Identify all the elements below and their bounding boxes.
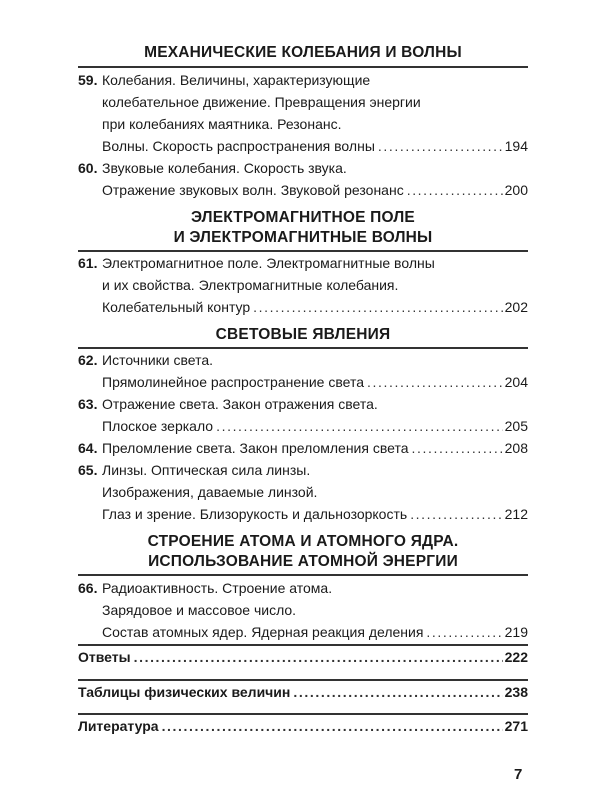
entry-page: 271 <box>504 718 528 734</box>
dot-leader <box>253 296 502 318</box>
section-rule <box>78 574 528 576</box>
entry-page: 212 <box>504 506 528 522</box>
toc-entry-59-line-3 <box>78 113 528 135</box>
entry-text: Преломление света. Закон преломления света <box>102 440 409 456</box>
toc-entry-66-line-3 <box>78 621 528 643</box>
toc-entry-59-line-2 <box>78 91 528 113</box>
dot-leader <box>426 621 502 643</box>
entry-text: Таблицы физических величин <box>78 684 291 700</box>
entry-text: Радиоактивность. Строение атома. <box>102 580 333 596</box>
entry-text: Зарядовое и массовое число. <box>102 602 297 618</box>
entry-number: 62. <box>78 352 98 368</box>
entry-number: 59. <box>78 72 98 88</box>
dot-leader <box>412 437 503 459</box>
dot-leader <box>134 646 503 668</box>
entry-page: 222 <box>504 649 528 665</box>
entry-page: 202 <box>504 299 528 315</box>
entry-text: Источники света. <box>102 352 214 368</box>
toc-entry-63-line-2 <box>78 415 528 437</box>
dot-leader <box>410 503 502 525</box>
entry-text: Изображения, даваемые линзой. <box>102 484 318 500</box>
dot-leader <box>162 715 503 737</box>
toc-entry-59-line-4 <box>78 135 528 157</box>
entry-text: Отражение света. Закон отражения света. <box>102 396 378 412</box>
dot-leader <box>293 681 502 703</box>
toc-entry-60-line-1 <box>78 157 528 179</box>
entry-text: Глаз и зрение. Близорукость и дальнозоркость <box>102 506 408 522</box>
toc-entry-answers <box>78 646 528 668</box>
entry-text: Прямолинейное распространение света <box>102 374 364 390</box>
toc-entry-62-line-1 <box>78 349 528 371</box>
entry-text: при колебаниях маятника. Резонанс. <box>102 116 342 132</box>
section-title-light: СВЕТОВЫЕ ЯВЛЕНИЯ <box>215 326 391 343</box>
toc-entry-66-line-1 <box>78 577 528 599</box>
entry-text: Ответы <box>78 649 131 665</box>
entry-text: Состав атомных ядер. Ядерная реакция деления <box>102 624 424 640</box>
entry-page: 200 <box>504 182 528 198</box>
entry-text: Колебания. Величины, характеризующие <box>102 72 371 88</box>
entry-number: 63. <box>78 396 98 412</box>
entry-text: Отражение звуковых волн. Звуковой резонанс <box>102 182 404 198</box>
toc-entry-61-line-2 <box>78 274 528 296</box>
toc-entry-tables <box>78 681 528 703</box>
section-title-em-field-line-1: ЭЛЕКТРОМАГНИТНОЕ ПОЛЕ <box>191 209 415 226</box>
toc-entry-64 <box>78 437 528 459</box>
entry-text: Литература <box>78 718 159 734</box>
toc-entry-literature <box>78 715 528 737</box>
section-title-atom-line-1: СТРОЕНИЕ АТОМА И АТОМНОГО ЯДРА. <box>147 533 459 550</box>
entry-text: Звуковые колебания. Скорость звука. <box>102 160 347 176</box>
entry-text: Волны. Скорость распространения волны <box>102 138 375 154</box>
entry-text: колебательное движение. Превращения энергии <box>102 94 421 110</box>
entry-page: 205 <box>504 418 528 434</box>
section-title-em-field-line-2: И ЭЛЕКТРОМАГНИТНЫЕ ВОЛНЫ <box>173 229 433 246</box>
dot-leader <box>407 179 503 201</box>
entry-page: 238 <box>504 684 528 700</box>
entry-number: 65. <box>78 462 98 478</box>
section-title-atom-line-2: ИСПОЛЬЗОВАНИЕ АТОМНОЙ ЭНЕРГИИ <box>148 553 458 570</box>
toc-entry-61-line-3 <box>78 296 528 318</box>
entry-text: Линзы. Оптическая сила линзы. <box>102 462 311 478</box>
entry-text: Электромагнитное поле. Электромагнитные волны <box>102 255 435 271</box>
entry-page: 219 <box>504 624 528 640</box>
section-rule <box>78 66 528 68</box>
entry-number: 64. <box>78 440 98 456</box>
toc-entry-61-line-1 <box>78 252 528 274</box>
toc-entry-60-line-2 <box>78 179 528 201</box>
dot-leader <box>216 415 503 437</box>
toc-entry-63-line-1 <box>78 393 528 415</box>
entry-number: 60. <box>78 160 98 176</box>
entry-text: Колебательный контур <box>102 299 251 315</box>
entry-number: 61. <box>78 255 98 271</box>
entry-page: 194 <box>504 138 528 154</box>
toc-entry-66-line-2 <box>78 599 528 621</box>
page-number: 7 <box>514 766 523 783</box>
dot-leader <box>367 371 503 393</box>
entry-number: 66. <box>78 580 98 596</box>
entry-text: и их свойства. Электромагнитные колебания. <box>102 277 399 293</box>
toc-entry-65-line-2 <box>78 481 528 503</box>
entry-page: 204 <box>504 374 528 390</box>
section-title-mechanical-waves: МЕХАНИЧЕСКИЕ КОЛЕБАНИЯ И ВОЛНЫ <box>144 44 462 61</box>
toc-entry-65-line-1 <box>78 459 528 481</box>
entry-page: 208 <box>504 440 528 456</box>
entry-text: Плоское зеркало <box>102 418 214 434</box>
dot-leader <box>378 135 503 157</box>
toc-entry-59-line-1 <box>78 69 528 91</box>
toc-entry-62-line-2 <box>78 371 528 393</box>
toc-entry-65-line-3 <box>78 503 528 525</box>
